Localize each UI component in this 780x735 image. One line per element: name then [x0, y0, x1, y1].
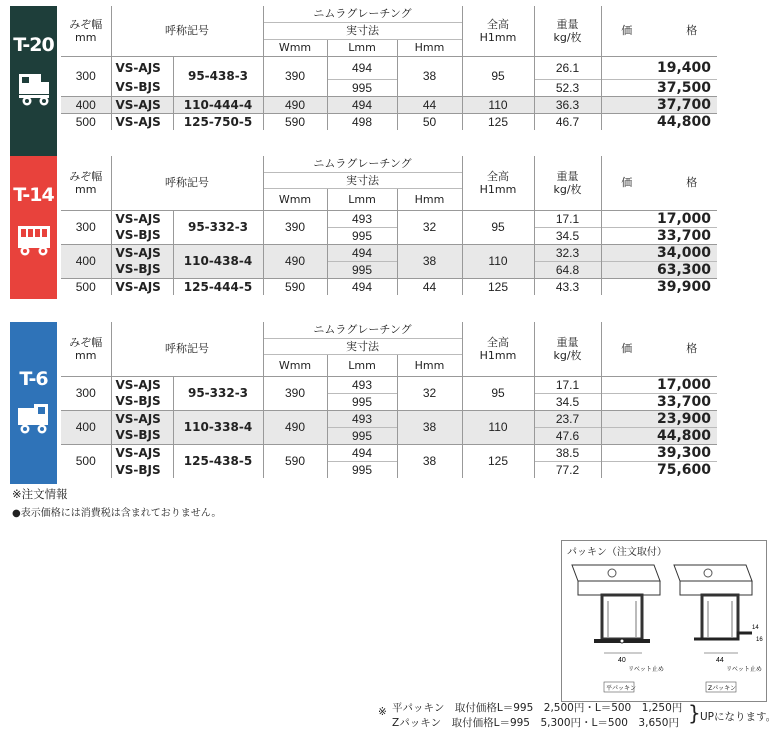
grating-header: ニムラグレーチング [263, 156, 462, 172]
table-row: 300 VS-AJS 95-332-3 390 493 32 95 17.1 17,000 [61, 210, 717, 227]
rivet-label: リベット止め [628, 666, 664, 673]
table-row: VS-BJS 995 77.2 75,600 [61, 461, 717, 478]
table-row: 500 VS-AJS 125-438-5 590 494 38 125 38.5 39,300 [61, 444, 717, 461]
packing-title: パッキン（注文取付） [567, 547, 667, 558]
code-header: 呼称記号 [111, 322, 263, 376]
code-header: 呼称記号 [111, 6, 263, 56]
price-header: 価 格 [601, 6, 717, 56]
load-class-label: T-6 [19, 368, 48, 390]
packing-asterisk: ※ [378, 706, 387, 718]
truck-icon [16, 72, 52, 106]
code-header: 呼称記号 [111, 156, 263, 210]
l-header: Lmm [327, 354, 397, 376]
packing-drawing [562, 541, 766, 701]
load-class-label: T-14 [13, 184, 54, 206]
dim-14-label: 14 [752, 625, 759, 631]
table-row: 500 VS-AJS 125-750-5 590 498 50 125 46.7 44,800 [61, 113, 717, 130]
tax-note: ●表示価格には消費税は含まれておりません。 [12, 508, 222, 519]
h-header: Hmm [397, 39, 462, 56]
table-row: VS-BJS 995 47.6 44,800 [61, 427, 717, 444]
z-packing-caption: Zパッキン [708, 685, 737, 692]
flat-packing-caption: 平パッキン [606, 685, 636, 692]
spec-table-t6 [61, 322, 717, 478]
w-header: Wmm [263, 39, 327, 56]
dims-header: 実寸法 [263, 22, 462, 39]
packing-diagram [561, 540, 767, 702]
price-header: 価 格 [601, 156, 717, 210]
spec-table-t20 [61, 6, 717, 130]
z-packing-price: Zパッキン 取付価格L＝995 5,300円・L＝500 3,650円 [392, 717, 679, 729]
dim-16-label: 16 [756, 637, 763, 643]
table-row: 300 VS-AJS 95-332-3 390 493 32 95 17.1 17,000 [61, 376, 717, 393]
up-suffix: UPになります。 [700, 711, 777, 723]
table-row: 400 VS-AJS 110-444-4 490 494 44 110 36.3 37,700 [61, 96, 717, 113]
brace: } [688, 701, 701, 725]
dims-header: 実寸法 [263, 338, 462, 354]
table-row: VS-BJS 995 52.3 37,500 [61, 79, 717, 96]
table-row: VS-BJS 995 34.5 33,700 [61, 393, 717, 410]
dim-44-label: 44 [716, 657, 724, 664]
width-header: みぞ幅 mm [69, 17, 103, 44]
total-height-header: 全高 H1mm [462, 322, 534, 376]
flat-packing-price: 平パッキン 取付価格L＝995 2,500円・L＝500 1,250円 [392, 702, 683, 714]
h-header: Hmm [397, 188, 462, 210]
weight-header: 重量 kg/枚 [534, 156, 601, 210]
l-header: Lmm [327, 188, 397, 210]
spec-table-t14 [61, 156, 717, 295]
table-row: VS-BJS 995 64.8 63,300 [61, 261, 717, 278]
table-row: 500 VS-AJS 125-444-5 590 494 44 125 43.3 39,900 [61, 278, 717, 295]
table-row: 400 VS-AJS 110-338-4 490 493 38 110 23.7 23,900 [61, 410, 717, 427]
table-row: VS-BJS 995 34.5 33,700 [61, 227, 717, 244]
order-info-note: ※注文情報 [12, 487, 68, 501]
h-header: Hmm [397, 354, 462, 376]
total-height-header: 全高 H1mm [462, 6, 534, 56]
l-header: Lmm [327, 39, 397, 56]
width-header: みぞ幅 mm [69, 335, 103, 362]
grating-header: ニムラグレーチング [263, 322, 462, 338]
w-header: Wmm [263, 354, 327, 376]
badge-t6 [10, 322, 57, 484]
grating-header: ニムラグレーチング [263, 6, 462, 22]
rivet-label: リベット止め [726, 666, 762, 673]
w-header: Wmm [263, 188, 327, 210]
total-height-header: 全高 H1mm [462, 156, 534, 210]
width-header: みぞ幅 mm [69, 169, 103, 196]
badge-t14 [10, 156, 57, 299]
price-header: 価 格 [601, 322, 717, 376]
load-class-label: T-20 [13, 34, 54, 56]
bus-icon [16, 224, 52, 258]
badge-t20 [10, 6, 57, 158]
table-row: 300 VS-AJS 95-438-3 390 494 38 95 26.1 19,400 [61, 56, 717, 79]
weight-header: 重量 kg/枚 [534, 322, 601, 376]
table-row: 400 VS-AJS 110-438-4 490 494 38 110 32.3 34,000 [61, 244, 717, 261]
weight-header: 重量 kg/枚 [534, 6, 601, 56]
dims-header: 実寸法 [263, 172, 462, 188]
dim-40-label: 40 [618, 657, 626, 664]
truck-icon [16, 402, 52, 436]
